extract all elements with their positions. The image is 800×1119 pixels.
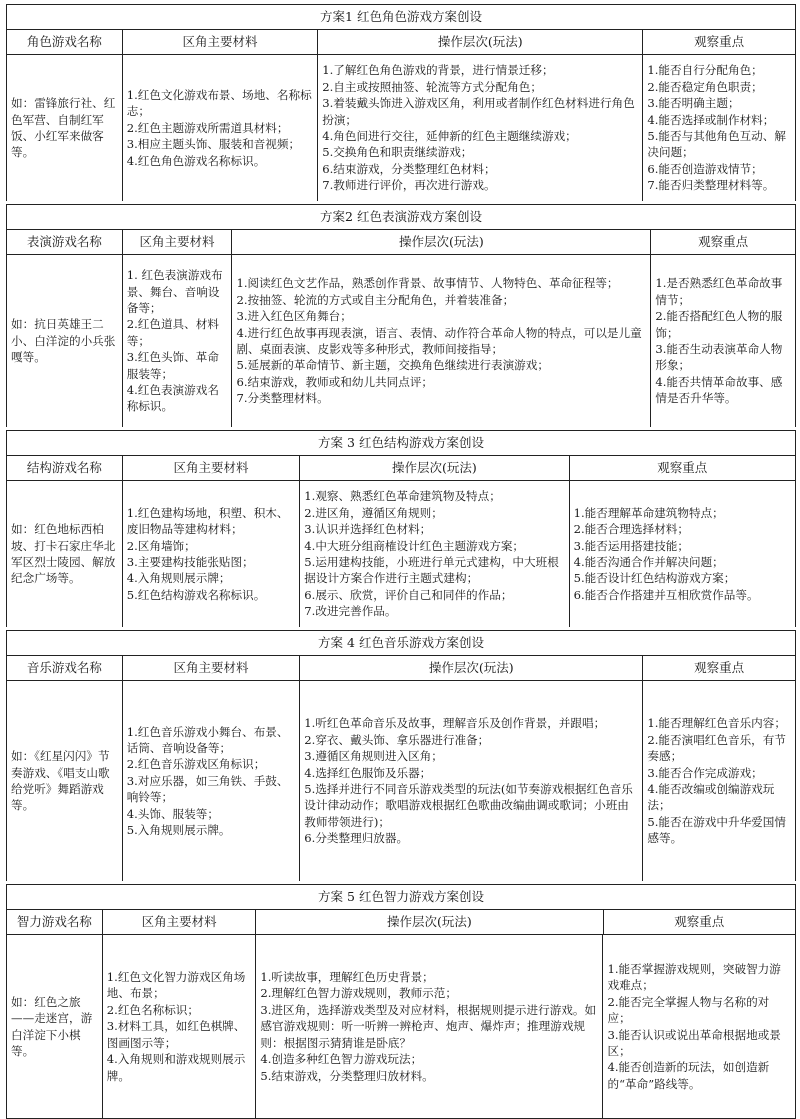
content-row	[7, 255, 795, 427]
list-item: 2.自主或按照抽签、轮流等方式分配角色；	[322, 79, 542, 94]
list-item: 4.角色间进行交往，延伸新的红色主题继续游戏；	[322, 129, 577, 143]
list-item: 1.红色音乐游戏小舞台、布景、话筒、音响设备等；	[126, 724, 289, 755]
list-item: 如：红色之旅——走迷宫，游白洋淀下小棋等。	[11, 994, 93, 1058]
list-item: 7.分类整理材料。	[236, 391, 329, 406]
materials-cell	[123, 255, 233, 427]
list-item: 1.红色建构场地，积塑、积木、废旧物品等建构材料；	[126, 505, 289, 537]
list-item: 4.能否改编或创编游戏玩法；	[647, 782, 775, 813]
observations-header: 观察重点	[698, 234, 749, 249]
list-item: 3.着装戴头饰进入游戏区角，利用或者制作红色材料进行角色扮演；	[322, 96, 635, 127]
list-item: 4.进行红色故事再现表演，语言、表情、动作符合革命人物的特点，可以是儿童剧、桌面表演、皮影戏等多种形式，教师间接指导；	[236, 325, 642, 356]
name-header: 智力游戏名称	[7, 910, 103, 934]
section-title: 方案 5 红色智力游戏方案创设	[7, 885, 795, 910]
list-item: 7.改进完善作品。	[304, 604, 397, 619]
list-item: 1.听读故事，理解红色历史背景；	[260, 970, 434, 985]
plan-section	[6, 630, 796, 881]
operations-header: 操作层次(玩法)	[300, 456, 569, 480]
list-item: 6.分类整理归放器。	[304, 831, 409, 846]
list-item: 1.红色文化游戏布景、场地、名称标志；	[126, 87, 312, 119]
list-item: 6.结束游戏，分类整理红色材料；	[322, 161, 496, 176]
list-item: 1. 红色表演游戏布景、舞台、音响设备等；	[126, 268, 223, 315]
list-item: 1.能否自行分配角色；	[647, 63, 763, 78]
observations-cell	[603, 935, 795, 1118]
list-item: 6.能否创造游戏情节；	[647, 161, 763, 176]
operations-cell	[232, 255, 651, 427]
name-cell	[7, 255, 123, 427]
operations-header: 操作层次(玩法)	[300, 656, 643, 680]
operations-header: 操作层次(玩法)	[232, 230, 651, 254]
list-item: 5.延展新的革命情节、新主题，交换角色继续进行表演游戏；	[236, 358, 549, 373]
column-header-row	[7, 456, 795, 481]
materials-cell	[103, 935, 257, 1118]
list-item: 5.交换角色和职责继续游戏；	[322, 145, 473, 160]
list-item: 4.能否共情革命故事、感情是否升华等。	[655, 374, 783, 406]
observations-header: 观察重点	[694, 34, 745, 49]
list-item: 5.选择并进行不同音乐游戏类型的玩法(如节奏游戏根据红色音乐设计律动动作；歌唱游戏根据红色歌曲改编曲调或歌词；小班由教师带领进行)；	[304, 782, 633, 829]
list-item: 4.红色角色游戏名称标识。	[126, 153, 266, 168]
materials-header: 区角主要材料	[123, 456, 301, 480]
section-title: 方案2 红色表演游戏方案创设	[7, 205, 795, 230]
list-item: 3.遵循区角规则进入区角；	[304, 749, 443, 764]
list-item: 3.认识并选择红色材料；	[304, 522, 432, 537]
list-item: 4.选择红色服饰及乐器；	[304, 765, 432, 780]
name-header: 结构游戏名称	[7, 456, 123, 480]
list-item: 3.能否生动表演革命人物形象；	[655, 342, 783, 373]
observations-cell	[643, 55, 795, 201]
name-cell	[7, 935, 103, 1118]
name-header: 角色游戏名称	[7, 30, 123, 54]
list-item: 1.观察、熟悉红色革命建筑物及特点；	[304, 489, 501, 504]
observations-header: 观察重点	[657, 460, 708, 475]
materials-header: 区角主要材料	[123, 656, 301, 680]
list-item: 2.穿衣、戴头饰、拿乐器进行准备；	[304, 732, 490, 747]
list-item: 如：抗日英雄王二小、白洋淀的小兵张嘎等。	[11, 317, 116, 365]
list-item: 5.能否在游戏中升华爱国情感等。	[647, 814, 786, 846]
list-item: 1.了解红色角色游戏的背景，进行情景迁移；	[322, 63, 554, 78]
plan-section	[6, 4, 796, 201]
list-item: 5.入角规则展示牌。	[126, 823, 231, 838]
name-header: 表演游戏名称	[7, 230, 123, 254]
plan-section	[6, 430, 796, 627]
list-item: 2.红色主题游戏所需道具材料；	[126, 120, 289, 135]
list-item: 2.能否演唱红色音乐，有节奏感；	[647, 732, 786, 764]
list-item: 7.教师进行评价，再次进行游戏。	[322, 178, 496, 193]
list-item: 3.能否明确主题；	[647, 96, 740, 111]
list-item: 3.主要建构技能张贴图；	[126, 555, 254, 569]
materials-cell	[123, 55, 319, 201]
operations-cell	[300, 481, 569, 627]
list-item: 5.红色结构游戏名称标识。	[126, 587, 266, 602]
name-cell	[7, 55, 123, 201]
list-item: 3.能否认识或说出革命根据地或景区；	[607, 1027, 781, 1058]
observations-cell	[651, 255, 795, 427]
list-item: 2.按抽签、轮流的方式或自主分配角色，并着装准备；	[236, 292, 515, 307]
list-item: 6.能否合作搭建并互相欣赏作品等。	[573, 587, 759, 602]
list-item: 3.相应主题头饰、服装和音视频；	[126, 137, 301, 152]
section-title: 方案1 红色角色游戏方案创设	[7, 5, 795, 30]
list-item: 2.区角墙饰；	[126, 538, 196, 553]
materials-header: 区角主要材料	[123, 230, 233, 254]
operations-header: 操作层次(玩法)	[318, 30, 643, 54]
list-item: 4.头饰、服装等；	[126, 806, 219, 821]
content-row	[7, 481, 795, 627]
list-item: 5.能否与其他角色互动、解决问题；	[647, 129, 786, 160]
plan-section	[6, 204, 796, 427]
content-row	[7, 55, 795, 201]
list-item: 4.能否选择或制作材料；	[647, 112, 775, 127]
list-item: 5.运用建构技能，小班进行单元式建构，中大班根据设计方案合作进行主题式建构；	[304, 555, 559, 586]
list-item: 5.能否设计红色结构游戏方案；	[573, 571, 736, 586]
operations-cell	[318, 55, 643, 201]
name-cell	[7, 681, 123, 881]
column-header-row	[7, 230, 795, 255]
list-item: 如：雷锋旅行社、红色军营、自制红军饭、小红军来做客等。	[11, 96, 116, 160]
list-item: 3.进区角，选择游戏类型及对应材料，根据规则提示进行游戏。如感官游戏规则：听一听辨一辨枪声、炮声、爆炸声；推理游戏规则：根据图示猜猜谁是卧底？	[260, 1002, 597, 1050]
list-item: 5.结束游戏，分类整理归放材料。	[260, 1068, 434, 1083]
content-row	[7, 935, 795, 1118]
list-item: 1.听红色革命音乐及故事，理解音乐及创作背景，并跟唱；	[304, 716, 606, 731]
column-header-row	[7, 910, 795, 935]
list-item: 如：《红星闪闪》节奏游戏、《唱支山歌给党听》舞蹈游戏等。	[11, 749, 110, 813]
list-item: 4.红色表演游戏名称标识。	[126, 383, 219, 414]
section-title: 方案 3 红色结构游戏方案创设	[7, 431, 795, 456]
list-item: 4.能否沟通合作并解决问题；	[573, 555, 724, 569]
list-item: 6.结束游戏，教师或和幼儿共同点评；	[236, 374, 434, 389]
list-item: 2.能否搭配红色人物的服饰；	[655, 309, 783, 340]
list-item: 1.阅读红色文艺作品，熟悉创作背景、故事情节、人物特色、革命征程等；	[236, 276, 619, 291]
list-item: 1.能否理解革命建筑物特点；	[573, 505, 724, 520]
list-item: 4.中大班分组商榷设计红色主题游戏方案；	[304, 538, 525, 553]
column-header-row	[7, 656, 795, 681]
operations-cell	[256, 935, 603, 1118]
list-item: 1.红色文化智力游戏区角场地、布景；	[106, 970, 246, 1001]
list-item: 4.入角规则展示牌；	[126, 571, 231, 586]
materials-header: 区角主要材料	[123, 30, 319, 54]
observations-cell	[570, 481, 795, 627]
list-item: 2.进区角，遵循区角规则；	[304, 505, 443, 520]
list-item: 6.展示、欣赏，评价自己和同伴的作品；	[304, 587, 513, 602]
name-header: 音乐游戏名称	[7, 656, 123, 680]
list-item: 2.能否合理选择材料；	[573, 522, 689, 537]
list-item: 2.红色名称标识；	[106, 1002, 199, 1017]
content-row	[7, 681, 795, 881]
observations-header: 观察重点	[694, 660, 745, 675]
list-item: 4.入角规则和游戏规则展示牌。	[106, 1052, 246, 1083]
list-item: 1.能否掌握游戏规则，突破智力游戏难点；	[607, 961, 781, 993]
list-item: 2.理解红色智力游戏规则，教师示范；	[260, 986, 457, 1001]
list-item: 1.是否熟悉红色革命故事情节；	[655, 276, 783, 307]
list-item: 1.能否理解红色音乐内容；	[647, 716, 786, 731]
list-item: 3.红色头饰、革命服装等；	[126, 350, 219, 381]
name-cell	[7, 481, 123, 627]
observations-header: 观察重点	[674, 914, 725, 929]
list-item: 如：红色地标西柏坡、打卡石家庄华北军区烈士陵园、解放纪念广场等。	[11, 522, 116, 586]
list-item: 3.材料工具，如红色棋牌、图画图示等；	[106, 1019, 246, 1050]
list-item: 4.能否创造新的玩法，如创造新的“革命”路线等。	[607, 1060, 770, 1091]
list-item: 2.能否稳定角色职责；	[647, 79, 763, 94]
list-item: 3.对应乐器，如三角铁、手鼓、响铃等；	[126, 773, 289, 805]
list-item: 2.能否完全掌握人物与名称的对应；	[607, 994, 770, 1026]
list-item: 7.能否归类整理材料等。	[647, 178, 775, 193]
list-item: 2.红色道具、材料等；	[126, 317, 219, 348]
plan-section	[6, 884, 796, 1119]
list-item: 4.创造多种红色智力游戏玩法；	[260, 1052, 423, 1067]
list-item: 3.能否运用搭建技能；	[573, 538, 689, 553]
observations-cell	[643, 681, 795, 881]
column-header-row	[7, 30, 795, 55]
materials-cell	[123, 481, 301, 627]
operations-cell	[300, 681, 643, 881]
list-item: 3.进入红色区角舞台；	[236, 309, 352, 324]
materials-header: 区角主要材料	[103, 910, 257, 934]
section-title: 方案 4 红色音乐游戏方案创设	[7, 631, 795, 656]
operations-header: 操作层次(玩法)	[256, 910, 603, 934]
list-item: 3.能否合作完成游戏；	[647, 765, 763, 780]
list-item: 2.红色音乐游戏区角标识；	[126, 757, 266, 772]
materials-cell	[123, 681, 301, 881]
